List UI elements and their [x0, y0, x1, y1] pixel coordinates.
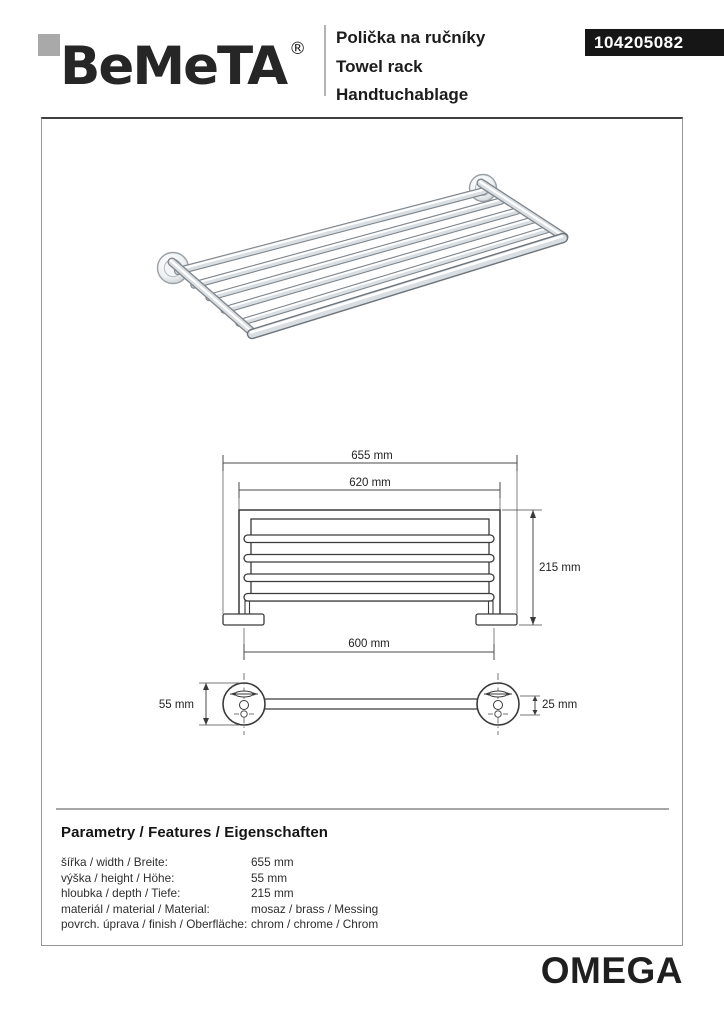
parameters-table — [61, 855, 378, 933]
logo-wordmark: BeMeTA — [60, 36, 287, 97]
header-divider — [324, 25, 326, 96]
bemeta-logo — [60, 17, 307, 97]
product-titles — [336, 24, 485, 110]
dimension-overall-width-label: 655 mm — [351, 450, 393, 462]
technical-drawings — [42, 119, 682, 769]
dimension-depth-label: 215 mm — [539, 562, 581, 574]
logo-square-icon — [38, 34, 60, 56]
dimension-bar-diameter-label: 25 mm — [542, 699, 578, 711]
parameter-label: šířka / width / Breite: — [61, 855, 168, 869]
parameter-value: chrom / chrome / Chrom — [251, 917, 379, 931]
parameter-value: 55 mm — [251, 870, 288, 885]
wall-plates-plan — [223, 614, 517, 625]
dimension-frame-width-label: 620 mm — [349, 477, 391, 489]
product-code-badge: 104205082 — [585, 29, 724, 56]
parameter-row-height — [61, 871, 378, 887]
front-view-drawing — [159, 673, 577, 735]
content-frame — [41, 117, 683, 946]
dimension-plate-diameter-label: 55 mm — [158, 699, 194, 711]
parameter-label: hloubka / depth / Tiefe: — [61, 886, 181, 900]
parameter-row-finish — [61, 917, 378, 933]
product-title-de: Handtuchablage — [336, 85, 469, 104]
parameters-heading: Parametry / Features / Eigenschaften — [61, 824, 329, 841]
product-title-cs: Polička na ručníky — [336, 28, 486, 47]
product-title-en: Towel rack — [336, 56, 423, 76]
series-name: OMEGA — [540, 950, 683, 991]
shelf-bars-plan — [244, 535, 494, 601]
parameter-value: 215 mm — [251, 886, 294, 900]
section-divider — [56, 808, 669, 810]
parameter-label: výška / height / Höhe: — [61, 870, 175, 885]
registered-trademark-icon: ® — [289, 39, 307, 59]
parameter-value: 655 mm — [251, 855, 294, 869]
parameter-value: mosaz / brass / Messing — [251, 901, 379, 916]
top-view-drawing — [223, 450, 581, 660]
parameter-row-width — [61, 855, 378, 871]
parameter-label: materiál / material / Material: — [61, 901, 210, 916]
parameter-row-material — [61, 902, 378, 918]
dimension-mount-distance-label: 600 mm — [348, 638, 390, 650]
parameter-row-depth — [61, 886, 378, 902]
parameter-label: povrch. úprava / finish / Oberfläche: — [61, 917, 248, 931]
